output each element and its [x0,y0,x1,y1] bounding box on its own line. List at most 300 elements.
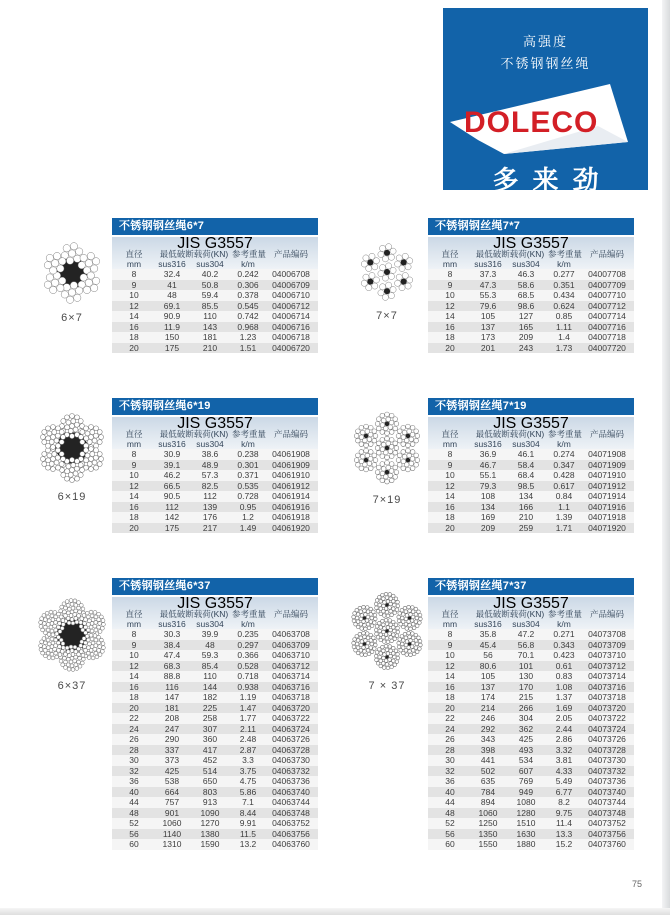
cell: 398 [480,744,496,755]
table-row [428,290,634,301]
cell: 1250 [478,818,498,828]
cell: 139 [202,501,218,512]
table-row [428,766,634,777]
cell: 635 [480,776,496,786]
cell: 175 [164,522,180,533]
table-row [428,301,634,312]
table-row [428,491,634,502]
header-row-units [428,259,634,269]
cell: 0.242 [237,269,259,279]
cell: 0.347 [553,459,575,470]
cell: 0.535 [237,480,259,491]
cell: 04063730 [272,755,310,765]
cell: 36 [129,776,139,786]
standard-label: JIS G3557 [177,235,253,252]
cell: 04007718 [588,332,626,342]
cell: 26 [445,734,455,744]
cell: 110 [203,311,217,321]
cell: 14 [129,491,139,501]
cell: 1630 [516,828,536,839]
cell: 66.5 [163,480,181,491]
brand-chinese-name: 多来劲 [492,165,613,195]
table-header [112,237,318,269]
cell: 44 [445,797,455,807]
cell: 22 [445,713,455,723]
cell: 04073728 [588,744,626,755]
col-sus304: sus304 [512,619,540,629]
cell: 04071916 [588,501,626,512]
cell: 04061912 [272,480,310,491]
header-row-units [112,439,318,449]
cell: 28 [129,744,139,755]
cell: 9 [447,459,453,470]
cell: 1.2 [242,512,254,522]
col-diameter-unit: mm [126,259,142,269]
cell: 04073730 [588,755,626,765]
table-row [112,787,318,798]
cell: 14 [445,491,455,501]
table-row [428,776,634,787]
cell: 04007708 [588,269,626,279]
cell: 0.343 [553,639,575,650]
header-row-labels [428,609,634,619]
table-row [428,829,634,840]
cell: 20 [445,702,455,713]
cell: 0.84 [555,491,573,501]
cell: 41 [167,279,177,290]
cell: 16 [445,501,455,512]
table-header [428,597,634,629]
cell: 1140 [162,828,182,839]
table-row [112,713,318,724]
cell: 0.968 [237,321,259,332]
cell: 04063722 [272,713,310,723]
col-weight: 参考重量 [548,429,583,439]
cell: 04073708 [588,629,626,639]
col-weight-unit: k/m [557,439,571,449]
col-sus304: sus304 [196,619,224,629]
cell: 259 [518,522,534,533]
cell: 20 [129,342,139,353]
cell: 769 [518,776,534,786]
cell: 1.47 [239,702,257,713]
cell: 46.3 [517,269,535,279]
cell: 04073722 [588,713,626,723]
col-sus304: sus304 [196,439,224,449]
cell: 0.434 [553,290,575,300]
col-diameter-unit: mm [126,619,142,629]
cell: 32.4 [163,269,181,279]
cell: 9.91 [239,818,257,828]
cell: 258 [202,713,218,723]
cell: 12 [445,480,455,491]
table-row [428,322,634,333]
col-empty [580,259,634,269]
cell: 307 [202,723,218,734]
cell: 59.4 [201,290,219,300]
cell: 134 [480,501,496,512]
cell: 90.9 [163,311,181,321]
standard-label: JIS G3557 [493,415,569,432]
cell: 10 [445,290,455,300]
cell: 90.5 [163,491,181,501]
diagram-label: 6×37 [57,680,87,692]
cell: 04063716 [272,681,310,692]
cell: 650 [202,776,218,786]
cell: 20 [445,342,455,353]
col-weight: 参考重量 [232,249,267,259]
cell: 85.5 [201,300,219,311]
cell: 1080 [516,797,536,807]
col-product-code: 产品编码 [589,429,624,439]
cell: 9 [447,279,453,290]
cell: 0.938 [237,681,259,692]
header-row-units [428,439,634,449]
cell: 949 [518,786,534,797]
cell: 0.274 [553,449,575,459]
table-row [112,671,318,682]
cell: 1.08 [555,681,573,692]
cell: 362 [518,723,534,734]
cell: 04063720 [272,702,310,713]
cell: 16 [129,681,139,692]
cell: 55.3 [479,290,497,300]
table-row [428,523,634,534]
product-table-6x7 [112,218,318,353]
cell: 38.4 [163,639,181,650]
cell: 2.44 [555,723,573,734]
table-row [428,808,634,819]
table-row [112,343,318,354]
col-product-code: 产品编码 [273,429,308,439]
cell: 2.86 [555,734,573,744]
cell: 58.6 [517,279,535,290]
cell: 32 [129,765,139,776]
col-diameter: 直径 [125,249,143,259]
cell: 10 [129,290,139,300]
cell: 04073740 [588,786,626,797]
cell: 04073712 [588,660,626,671]
col-sus304: sus304 [512,439,540,449]
cell: 3.81 [555,755,573,765]
diagram-label: 7×19 [372,494,402,506]
cell: 1550 [478,839,498,849]
cell: 105 [480,311,496,321]
table-row [428,332,634,343]
table-row [112,512,318,523]
cell: 502 [480,765,496,776]
cell: 225 [202,702,218,713]
cell: 0.271 [553,629,575,639]
table-title: 不锈钢钢丝绳7*19 [428,398,634,415]
rope-diagram-6x7 [40,241,104,324]
rope-cross-section-icon [36,412,108,484]
cell: 47.3 [479,279,497,290]
cell: 425 [164,765,180,776]
col-breaking-load: 最低破断载荷(KN) [475,429,545,439]
cell: 0.545 [237,300,259,311]
cell: 901 [164,807,180,818]
cell: 1.69 [555,702,573,713]
cell: 32 [445,765,455,776]
col-sus316: sus316 [474,259,502,269]
cell: 04061918 [272,512,310,522]
cell: 1090 [200,807,220,818]
table-row [112,290,318,301]
table-body [112,629,318,850]
cell: 22 [129,713,139,723]
cell: 52 [445,818,455,828]
header-row-units [112,619,318,629]
cell: 04071912 [588,480,626,491]
cell: 6.77 [555,786,573,797]
table-body [112,269,318,353]
product-table-7x19 [428,398,634,533]
cell: 04006714 [272,311,310,321]
cell: 48 [205,639,215,650]
table-row [428,640,634,651]
cell: 48 [167,290,177,300]
cell: 144 [202,681,218,692]
cell: 24 [445,723,455,734]
cell: 04063710 [272,650,310,660]
cell: 11.9 [164,321,180,332]
cell: 10 [129,470,139,480]
cell: 79.3 [479,480,497,491]
rope-diagram-6x19 [36,412,108,503]
rope-cross-section-icon [356,241,418,303]
cell: 112 [203,491,217,501]
cell: 0.235 [237,629,259,639]
cell: 373 [164,755,180,765]
table-row [112,470,318,481]
cell: 48.9 [201,459,219,470]
cell: 4.33 [555,765,573,776]
col-empty [580,439,634,449]
cell: 8 [131,269,137,279]
table-row [112,460,318,471]
diagram-label: 6×19 [57,491,87,503]
table-row [428,470,634,481]
cell: 04006718 [272,332,310,342]
cell: 417 [202,744,218,755]
cell: 5.49 [555,776,573,786]
cell: 0.85 [555,311,573,321]
cell: 1.37 [555,692,573,702]
cell: 04071918 [588,512,626,522]
cell: 04006716 [272,321,310,332]
col-product-code: 产品编码 [589,609,624,619]
cell: 493 [518,744,534,755]
cell: 04006720 [272,342,310,353]
cell: 1310 [162,839,182,849]
cell: 46.1 [517,449,535,459]
table-row [112,734,318,745]
cell: 0.351 [553,279,575,290]
product-table-6x19 [112,398,318,533]
cell: 16 [129,321,139,332]
col-diameter-unit: mm [442,619,458,629]
cell: 8.2 [558,797,570,807]
cell: 04007712 [588,300,626,311]
cell: 80.6 [479,660,497,671]
table-row [428,839,634,850]
cell: 337 [164,744,180,755]
cell: 39.1 [163,459,181,470]
cell: 292 [480,723,496,734]
cell: 243 [518,342,534,353]
table-row [428,512,634,523]
cell: 40 [129,786,139,797]
cell: 04063736 [272,776,310,786]
cell: 181 [164,702,180,713]
cell: 247 [164,723,180,734]
cell: 04071909 [588,459,626,470]
cell: 04061910 [272,470,310,480]
cell: 174 [480,692,496,702]
cell: 360 [202,734,218,744]
page-number: 75 [631,879,642,889]
rope-cross-section-icon [348,409,426,487]
cell: 18 [445,332,455,342]
cell: 04061914 [272,491,310,501]
cell: 2.05 [555,713,573,723]
cell: 36 [445,776,455,786]
table-row [428,502,634,513]
table-row [112,766,318,777]
col-sus304: sus304 [512,259,540,269]
cell: 0.742 [237,311,259,321]
cell: 8.44 [239,807,257,818]
product-table-7x7 [428,218,634,353]
header-row-units [112,259,318,269]
cell: 134 [518,491,534,501]
cell: 116 [165,681,179,692]
col-product-code: 产品编码 [589,249,624,259]
cell: 04063712 [272,660,310,671]
cell: 913 [202,797,218,807]
cell: 30 [445,755,455,765]
cell: 214 [480,702,496,713]
cell: 20 [129,522,139,533]
cell: 1380 [200,828,220,839]
table-row [112,839,318,850]
cell: 0.428 [553,470,575,480]
diagram-label: 6×7 [61,312,83,324]
cell: 0.378 [237,290,259,300]
table-title: 不锈钢钢丝绳7*7 [428,218,634,235]
table-row [112,629,318,640]
col-sus316: sus316 [474,619,502,629]
cell: 16 [445,321,455,332]
cell: 14 [445,671,455,681]
cell: 0.297 [237,639,259,650]
cell: 0.366 [237,650,259,660]
cell: 04071910 [588,470,626,480]
cell: 112 [165,501,179,512]
cell: 79.6 [479,300,497,311]
cell: 04063760 [272,839,310,849]
table-row [112,818,318,829]
table-row [112,776,318,787]
diagram-label: 7 × 37 [368,680,406,692]
cell: 150 [164,332,180,342]
cell: 105 [480,671,496,681]
cell: 201 [480,342,496,353]
table-row [112,301,318,312]
table-header [112,417,318,449]
cell: 04061920 [272,522,310,533]
cell: 210 [518,512,534,522]
cell: 0.306 [237,279,259,290]
product-table-6x37 [112,578,318,850]
cell: 441 [480,755,496,765]
cell: 12 [129,660,139,671]
col-product-code: 产品编码 [273,609,308,619]
cell: 04007714 [588,311,626,321]
cell: 56 [129,828,139,839]
cell: 48 [129,807,139,818]
cell: 14 [129,311,139,321]
cell: 18 [445,512,455,522]
cell: 98.6 [517,300,535,311]
page-edge-right [662,0,670,915]
cell: 04073748 [588,807,626,818]
cell: 9 [131,459,137,470]
table-row [428,629,634,640]
cell: 3.32 [555,744,573,755]
cell: 04073760 [588,839,626,849]
cell: 1.4 [558,332,570,342]
cell: 36.9 [479,449,497,459]
cell: 18 [129,512,139,522]
cell: 181 [202,332,218,342]
doleco-logo [448,82,644,158]
cell: 69.1 [163,300,181,311]
cell: 04073714 [588,671,626,681]
brand-tagline-line2: 不锈钢钢丝绳 [500,56,591,71]
header-row-labels [112,249,318,259]
table-row [112,640,318,651]
cell: 04073710 [588,650,626,660]
table-row [112,682,318,693]
cell: 04073752 [588,818,626,828]
cell: 1280 [516,807,536,818]
table-row [428,797,634,808]
cell: 4.75 [239,776,257,786]
cell: 44 [129,797,139,807]
standard-label: JIS G3557 [493,595,569,612]
cell: 04071914 [588,491,626,501]
cell: 26 [129,734,139,744]
cell: 04061916 [272,501,310,512]
cell: 04073726 [588,734,626,744]
cell: 47.2 [517,629,535,639]
rope-cross-section-icon [40,241,104,305]
col-sus304: sus304 [196,259,224,269]
cell: 82.5 [201,480,219,491]
table-row [112,280,318,291]
table-row [112,692,318,703]
table-title: 不锈钢钢丝绳6*7 [112,218,318,235]
cell: 04061909 [272,459,310,470]
cell: 55.1 [479,470,497,480]
table-header [428,417,634,449]
cell: 1590 [200,839,220,849]
cell: 46.7 [479,459,497,470]
col-diameter: 直径 [125,429,143,439]
cell: 0.423 [553,650,575,660]
